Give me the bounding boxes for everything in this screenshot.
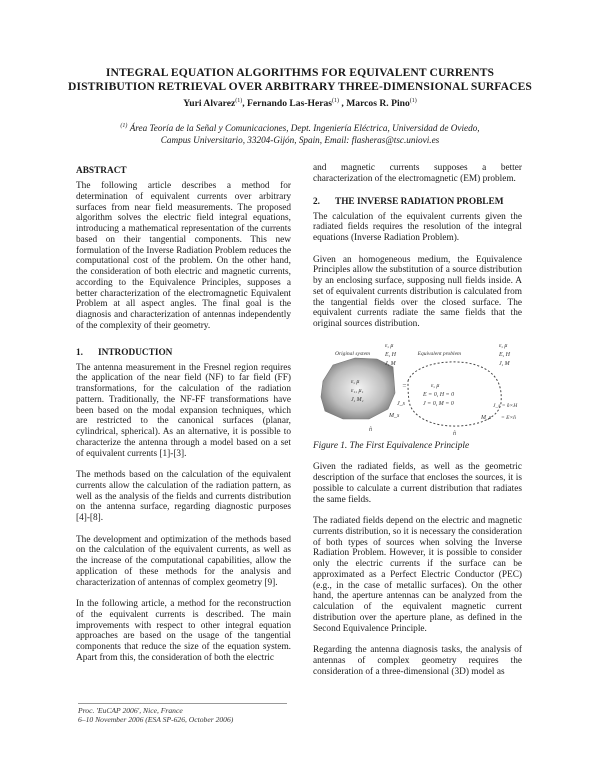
paragraph: The development and optimization of the methods based on the calculation of the equivalent currents, as well as the increase of the computational capabilities, allow the application of these methods for the analysis and characterization of antennas of complex geometry [9]. <box>76 534 291 588</box>
paragraph: The radiated fields depend on the electric and magnetic currents distribution, so it is necessary the consideration of both types of sources when solving the Inverse Radiation Problem. However, it is possible to consider only the electric currents if the surface can be approximated as a Perfect Electric Conductor (PEC) (e.g., in the case of metallic surfaces). On the other hand, the aperture antennas can be analyzed from the calculation of the equivalent magnetic current distribution over the aperture plane, as defined in the Second Equivalence Principle. <box>313 516 522 634</box>
affiliation-line-1 <box>60 120 540 134</box>
right-normal-vector: n̂ <box>453 430 456 437</box>
author-list <box>60 98 540 109</box>
author-name: Marcos R. Pino <box>346 98 410 110</box>
author-separator: , <box>242 98 248 110</box>
right-outside-medium: ε, μ <box>499 342 508 349</box>
author-separator: , <box>339 98 347 110</box>
right-surface-ms-formula: = E×n̂ <box>501 414 516 421</box>
footer-line-1: Proc. 'EuCAP 2006', Nice, France <box>78 706 183 715</box>
affiliation <box>60 120 540 146</box>
paragraph: The calculation of the equivalent currents given the radiated fields requires the resolution of the integral equations (Inverse Radiation Problem). <box>313 211 522 243</box>
affiliation-line-2: Campus Universitario, 33204-Gijón, Spain, Email: flasheras@tsc.uniovi.es <box>160 135 440 146</box>
left-inside-medium: ε, μ <box>351 378 360 385</box>
paragraph: Given an homogeneous medium, the Equivalence Principles allow the substitution of a source distribution by an enclosing surface, supposing null fields inside. A set of equivalent currents distribution is calculated from the tangential fields over the closed surface. The equivalent currents radiate the same fields that the original sources distribution. <box>313 254 522 329</box>
figure-diagram <box>313 341 522 439</box>
right-title: Equivalent problem <box>417 350 461 357</box>
left-outside-fields: E, H <box>385 351 396 358</box>
section-number: 2. <box>313 196 320 207</box>
abstract-heading: ABSTRACT <box>76 166 127 176</box>
right-column <box>313 163 522 688</box>
paragraph: The antenna measurement in the Fresnel region requires the application of the near field (NF) to far field (FF) transformations, for the calculation of the radiation pattern. Traditionally, the NF-FF transformations have been based on the modal expansion techniques, which are restricted to the canonical surfaces (planar, cylindrical, spherical). As an alternative, it is possible to characterize the antenna through a model based on a set of equivalent currents [1]-[3]. <box>76 362 291 459</box>
paper-title-line-2: DISTRIBUTION RETRIEVAL OVER ARBITRARY THREE-DIMENSIONAL SURFACES <box>68 80 532 93</box>
author-name: Yuri Alvarez <box>183 98 236 110</box>
left-inside-currents: J, M₁ <box>351 396 364 403</box>
paragraph: Regarding the antenna diagnosis tasks, the analysis of antennas of complex geometry requires the consideration of a three-dimensional (3D) model as <box>313 645 522 677</box>
footer-proceedings <box>78 706 233 724</box>
section-number: 1. <box>76 347 83 358</box>
paragraph: In the following article, a method for the reconstruction of the equivalent currents is described. The main improvements with respect to other integral equation approaches are based on the usage of the tangential components that reduce the size of the equation system. Apart from this, the consideration of both the electric <box>76 599 291 663</box>
author-name: Fernando Las-Heras <box>247 98 333 110</box>
affiliation-mark: (1) <box>120 123 128 129</box>
right-outside-currents: J, M <box>499 360 510 367</box>
right-outside-fields: E, H <box>499 351 510 358</box>
footer-line-2: 6–10 November 2006 (ESA SP-626, October 2006) <box>78 715 234 724</box>
left-normal-vector: n̂ <box>369 426 372 433</box>
section-heading <box>313 197 522 208</box>
paper-title-line-1: INTEGRAL EQUATION ALGORITHMS FOR EQUIVALENT CURRENTS <box>105 66 495 79</box>
right-inside-fields: E = 0, H = 0 <box>423 391 455 398</box>
left-outside-currents: J, M <box>385 360 396 367</box>
paragraph: Given the radiated fields, as well as the geometric description of the surface that encloses the sources, it is possible to calculate a current distribution that radiates the same fields. <box>313 462 522 505</box>
left-column <box>76 166 291 674</box>
footer-divider <box>78 703 287 704</box>
affiliation-text: Área Teoría de la Señal y Comunicaciones, Dept. Ingeniería Eléctrica, Universidad de Oviedo, <box>127 123 480 134</box>
affiliation-mark: (1) <box>409 98 417 104</box>
figure-caption: Figure 1. The First Equivalence Principle <box>313 440 470 451</box>
right-surface-js: J_s = n̂×H <box>493 402 518 409</box>
abstract-text: The following article describes a method for determination of equivalent currents over arbitrary surfaces from near field measurements. The proposed algorithm solves the electric field integral equations, introducing a mathematical representation of the currents based on their tangential components. This new formulation of the Inverse Radiation Problem reduces the computational cost of the problem. On the other hand, the consideration of both electric and magnetic currents, according to the Equivalence Principles, supposes a better characterization of the electromagnetic Equivalent Problem at all aspect angles. The final goal is the diagnosis and characterization of antennas independently of the complexity of their geometry. <box>76 181 291 331</box>
equals-sign: = <box>402 381 407 390</box>
paragraph: The methods based on the calculation of the equivalent currents allow the calculation of the radiation pattern, as well as the analysis of the fields and currents distribution on the antenna surface, regarding diagnostic purposes [4]-[8]. <box>76 470 291 523</box>
paragraph-continuation: and magnetic currents supposes a better characterization of the electromagnetic (EM) problem. <box>313 163 522 184</box>
right-inside-medium: ε, μ <box>431 382 440 389</box>
section-heading <box>76 348 291 359</box>
section-title: INTRODUCTION <box>98 347 173 358</box>
paper-title <box>60 66 540 94</box>
affiliation-mark: (1) <box>235 98 243 104</box>
left-surface-js: J_s <box>397 400 405 407</box>
left-title: Original system <box>335 350 370 357</box>
right-surface-ms: M_s <box>481 414 492 421</box>
section-title: THE INVERSE RADIATION PROBLEM <box>335 196 504 207</box>
right-inside-currents: J = 0, M = 0 <box>423 400 454 407</box>
figure-equivalence-principle <box>313 341 522 439</box>
left-inside-medium-1: ε₁, μ₁ <box>351 387 364 394</box>
left-surface-ms: M_s <box>389 412 400 419</box>
left-outside-medium: ε, μ <box>385 342 394 349</box>
affiliation-mark: (1) <box>332 98 340 104</box>
